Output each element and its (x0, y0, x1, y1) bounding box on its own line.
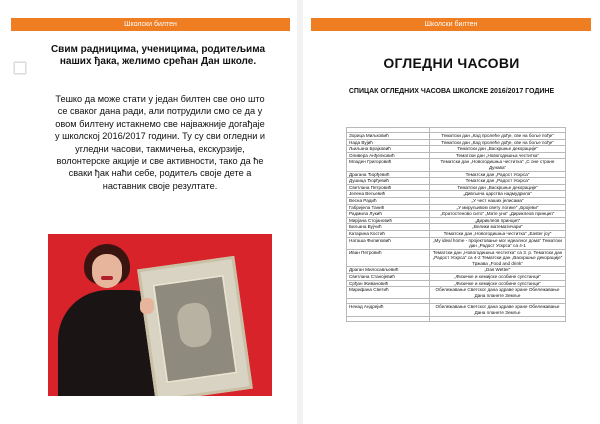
teacher-name-cell: Светлана Петровић (347, 184, 430, 191)
table-row (347, 171, 566, 178)
teacher-name-cell: Марифана Светић (347, 287, 430, 299)
teacher-name-cell: Нада Вујић (347, 139, 430, 146)
table-row (347, 204, 566, 211)
page-subtitle: СПИЦАК ОГЛЕДНИХ ЧАСОВА ШКОЛСКЕ 2016/2017 ГОДИНЕ (348, 88, 555, 95)
table-row (347, 152, 566, 159)
lesson-topic-cell: Тематски дан „Кад пролеће дође, све на боље пође“ (430, 133, 566, 140)
teacher-name-cell: Весна Радић (347, 197, 430, 204)
lesson-topic-cell: „Дивљача царства надмудрила“ (430, 191, 566, 198)
lesson-topic-cell: „Велики математичари“ (430, 224, 566, 231)
lesson-topic-cell: Тематски дан „Новогодишња честитка“ „С оне стране Дунава“ (430, 159, 566, 171)
table-row (347, 237, 566, 249)
lesson-topic-cell: Тематски дан „Кад пролеће дође, све на боље пође“ (430, 139, 566, 146)
teacher-name-cell: Ненад Андрејић (347, 304, 430, 316)
bullet-square-icon (14, 62, 26, 74)
table-row (347, 249, 566, 267)
table-row (347, 316, 566, 321)
table-row (347, 133, 566, 140)
lesson-topic-cell: „Ератостеново сито“ „Мате уна“ „Дириклеов принцип“ (430, 211, 566, 218)
teacher-name-cell: Иван Петровић (347, 249, 430, 267)
right-page (303, 0, 600, 424)
photo-framed-picture (137, 256, 253, 396)
table-row (347, 230, 566, 237)
lesson-topic-cell (430, 316, 566, 321)
teacher-name-cell: Габријела Танић (347, 204, 430, 211)
photo-hand (140, 298, 154, 314)
lessons-table (346, 127, 566, 322)
teacher-name-cell: Зорица Миљковић (347, 133, 430, 140)
teacher-name-cell: Драгана Ђорђевић (347, 171, 430, 178)
lesson-topic-cell: Тематски дан „Радост Ускрса“ (430, 178, 566, 185)
right-header-bar: Школски билтен (311, 18, 591, 31)
lesson-topic-cell: Тематски дан „Васкршње декорације“ (430, 184, 566, 191)
table-row (347, 280, 566, 287)
left-page (0, 0, 297, 424)
teacher-name-cell: Драган Милосављевић (347, 267, 430, 274)
teacher-name-cell: Душица Ђорђевић (347, 178, 430, 185)
teacher-name-cell: Катарина Костић (347, 230, 430, 237)
teacher-name-cell: Наташа Филиповић (347, 237, 430, 249)
table-row (347, 146, 566, 153)
teacher-name-cell: Радмила Лукић (347, 211, 430, 218)
photo-face (92, 254, 122, 288)
lesson-topic-cell: „У мируљивом свету логике“ „Бројеви“ (430, 204, 566, 211)
teacher-name-cell: Срђан Живановић (347, 280, 430, 287)
lesson-topic-cell: Тематски дан „Новогодишња честитка“ „Easter joy“ (430, 230, 566, 237)
teacher-name-cell: Младен Григоровић (347, 159, 430, 171)
lesson-topic-cell: „У чест наших јелисама“ (430, 197, 566, 204)
intro-paragraph: Тешко да може стати у један билтен све оно што се сваког дана ради, али потрудили смо се да у овом билтену истакнемо све најважније догађаје у школској 2016/2017 години. Ту су сви огледни и угледни часови, такмичења, екскурзије, волонтерске акције и све активности, тако да ће сваки ђак наћи себе, родитељ своје дете а наставник своје резултате. (54, 94, 266, 191)
lesson-topic-cell: Обележавање Светског дана здраве хране Обележавање Дана планете Земље (430, 304, 566, 316)
photo-lips (101, 276, 113, 280)
table-row (347, 217, 566, 224)
teacher-name-cell: Мирјана Стојановић (347, 217, 430, 224)
table-row (347, 197, 566, 204)
teacher-name-cell: Љиљана Брајковић (347, 146, 430, 153)
table-row (347, 191, 566, 198)
lesson-topic-cell: „My ideal home - пројектовање мог идеалног дома“ Тематски дан „Радост Ускрса“ са 4-1 (430, 237, 566, 249)
lesson-topic-cell: Тематски дан „Новогодишња честитка“ (430, 152, 566, 159)
teacher-name-cell: Светлана Станојевић (347, 274, 430, 281)
lesson-topic-cell: „Das Wetter“ (430, 267, 566, 274)
table-row (347, 304, 566, 316)
photo-frame-inner (152, 274, 237, 383)
table-row (347, 211, 566, 218)
lessons-table-body (347, 128, 566, 322)
lesson-topic-cell: „Физичке и хемијске особине супстанци“ (430, 280, 566, 287)
table-row (347, 139, 566, 146)
lesson-topic-cell: Тематски дан „Радост Ускрса“ (430, 171, 566, 178)
table-row (347, 178, 566, 185)
teacher-name-cell: Биљана Вујчић (347, 224, 430, 231)
table-row (347, 267, 566, 274)
teacher-photo (48, 234, 272, 396)
page-title: ОГЛЕДНИ ЧАСОВИ (383, 55, 520, 71)
teacher-name-cell: Јелена Вељевић (347, 191, 430, 198)
teacher-name-cell: Оливера Анђелковић (347, 152, 430, 159)
lesson-topic-cell: „Дириклеов принцип“ (430, 217, 566, 224)
left-header-bar: Школски билтен (11, 18, 290, 31)
lesson-topic-cell: Тематски дан „Васкршње декорације“ (430, 146, 566, 153)
table-row (347, 287, 566, 299)
lesson-topic-cell: Обележавање Светског дана здраве хране Обележавање Дана планете Земље (430, 287, 566, 299)
table-row (347, 274, 566, 281)
table-row (347, 224, 566, 231)
greeting-text: Свим радницима, ученицима, родитељима наших ђака, желимо срећан Дан школе. (50, 44, 266, 67)
teacher-name-cell (347, 316, 430, 321)
table-row (347, 184, 566, 191)
lesson-topic-cell: „Физичке и хемијске особине супстанци“ (430, 274, 566, 281)
lesson-topic-cell: Тематски дан „Новогодишња честитка“ са 3. р. Тематски дан „Радост Ускрса“ са 4-2 Тематски дан „Васкршње декорације“ Тржава „Food and drink“ (430, 249, 566, 267)
table-row (347, 159, 566, 171)
